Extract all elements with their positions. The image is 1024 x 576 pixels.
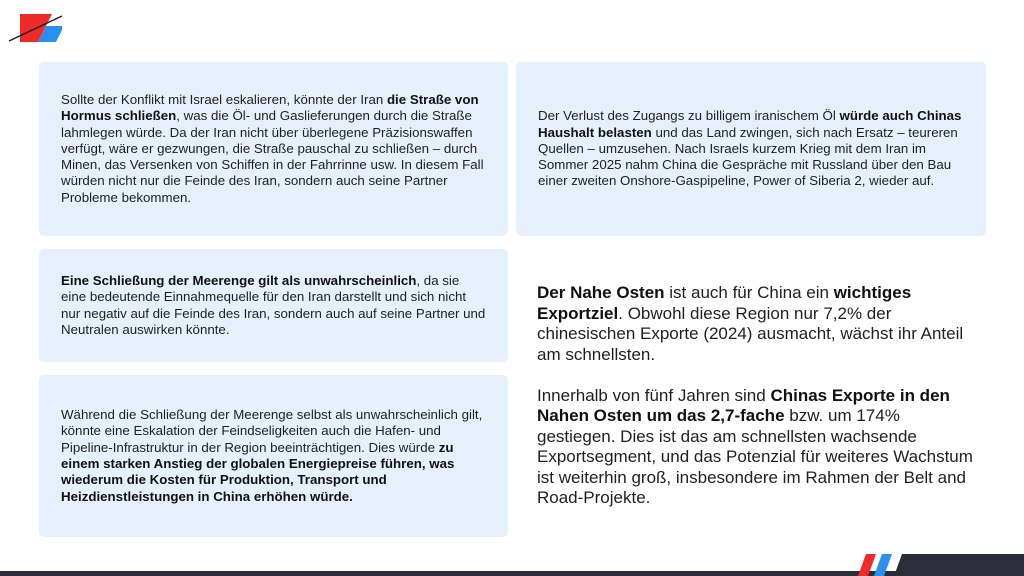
- card-text: Sollte der Konflikt mit Israel eskalieren, könnte der Iran die Straße von Hormus schließen, was die Öl- und Gaslieferungen durch die Straße lahmlegen würde. Da der Iran nicht über überlegene Präzisionswaffen verfügt, wäre er gezwungen, die Straße pauschal zu schließen – durch Minen, das Versenken von Schiffen in der Fahrrinne usw. In diesem Fall würden nicht nur die Feinde des Iran, sondern auch seine Partner Probleme bekommen.: [61, 91, 484, 205]
- info-card-hormuz: [39, 62, 508, 236]
- corner-stripes-icon: [844, 548, 1024, 576]
- info-card-energy-prices: [39, 375, 508, 537]
- paragraph-export-destination: Der Nahe Osten ist auch für China ein wichtiges Exportziel. Obwohl diese Region nur 7,2% der chinesischen Exporte (2024) ausmacht, wächst ihr Anteil am schnellsten.: [537, 283, 964, 364]
- brand-logo-icon: [6, 8, 62, 48]
- middle-east-export-text: [537, 283, 977, 529]
- info-card-china-budget: [516, 62, 986, 236]
- card-text: Während die Schließung der Meerenge selbst als unwahrscheinlich gilt, könnte eine Eskalation der Feindseligkeiten auch die Hafen- und Pipeline-Infrastruktur in der Region beeinträchtigen. Dies würde zu einem starken Anstieg der globalen Energiepreise führen, was wiederum die Kosten für Produktion, Transport und Heizdienstleistungen in China erhöhen würde.: [61, 407, 483, 504]
- card-text: Eine Schließung der Meerenge gilt als unwahrscheinlich, da sie eine bedeutende Einnahmequelle für den Iran darstellt und sich nicht nur negativ auf die Feinde des Iran, sondern auch auf seine Partner und Neutralen auswirken könnte.: [61, 272, 486, 337]
- card-text: Der Verlust des Zugangs zu billigem iranischem Öl würde auch Chinas Haushalt belasten und das Land zwingen, sich nach Ersatz – teureren Quellen – umzusehen. Nach Israels kurzem Krieg mit dem Iran im Sommer 2025 nahm China die Gespräche mit Russland über den Bau einer zweiten Onshore-Gaspipeline, Power of Siberia 2, wieder auf.: [538, 108, 962, 189]
- paragraph-export-growth: Innerhalb von fünf Jahren sind Chinas Exporte in den Nahen Osten um das 2,7-fache bzw. um 174% gestiegen. Dies ist das am schnellsten wachsende Exportsegment, und das Potenzial für weiteres Wachstum ist weiterhin groß, insbesondere im Rahmen der Belt and Road-Projekte.: [537, 385, 973, 507]
- info-card-closure-unlikely: [39, 249, 508, 362]
